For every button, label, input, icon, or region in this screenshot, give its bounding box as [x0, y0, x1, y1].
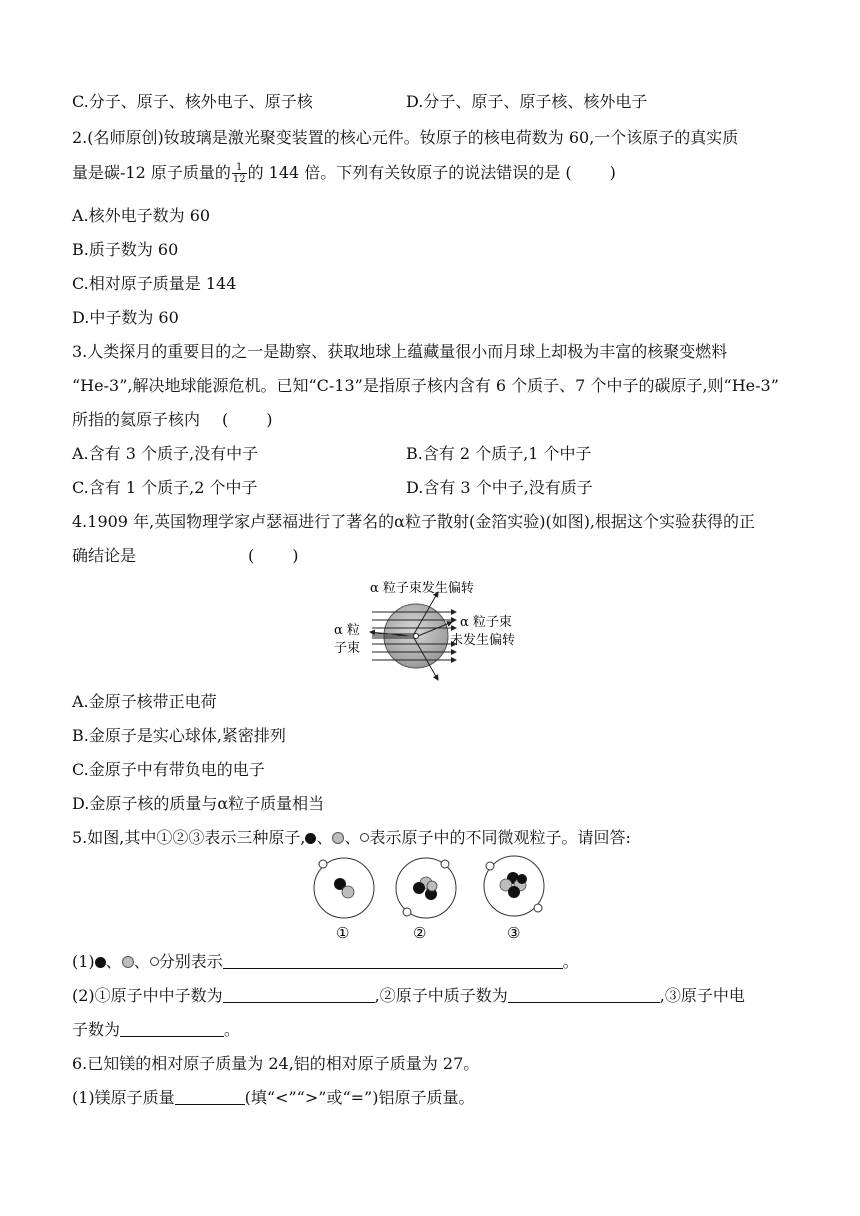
q2-paren-close: ) [609, 163, 616, 182]
q3-paren-open: ( [222, 410, 229, 429]
q4-paren-open: ( [248, 546, 255, 565]
q2-stem-line2-b: 的 144 倍。下列有关钕原子的说法错误的是 ( [247, 163, 572, 182]
fig-label-beam-1: α 粒 [334, 623, 360, 638]
three-atoms-figure [300, 852, 560, 946]
black-particle-icon [305, 833, 316, 844]
q5-part2-line1 [72, 986, 745, 1006]
q5-part1 [72, 952, 579, 972]
q3-option-d: D.含有 3 个中子,没有质子 [406, 478, 593, 497]
atom-label-1: ① [336, 924, 350, 942]
q3-stem-line3 [72, 410, 273, 430]
q2-option-b: B.质子数为 60 [72, 240, 179, 259]
q5-part1-b: 分别表示 [158, 952, 223, 971]
q5-stem-b: 表示原子中的不同微观粒子。请回答: [369, 828, 631, 847]
q5-part1-answer-blank[interactable] [223, 953, 563, 969]
atom-label-2: ② [413, 924, 427, 942]
q6-stem: 6.已知镁的相对原子质量为 24,铝的相对原子质量为 27。 [72, 1054, 480, 1073]
q5-electron-blank[interactable] [120, 1021, 224, 1037]
q2-stem-line2 [72, 162, 616, 185]
q6-compare-blank[interactable] [175, 1089, 245, 1105]
one-twelfth-fraction [232, 162, 247, 185]
q5-part2-d: 子数为 [72, 1020, 121, 1039]
black-particle-icon [95, 957, 106, 968]
fig-label-deflected: α 粒子束发生偏转 [370, 581, 474, 596]
fraction-denominator: 12 [232, 174, 246, 185]
q5-part2-c: ,③原子中电 [659, 986, 745, 1005]
fraction-numerator: 1 [232, 162, 247, 174]
q5-part2-line2 [72, 1020, 240, 1040]
q5-proton-blank[interactable] [508, 987, 660, 1003]
atom-label-3: ③ [507, 924, 521, 942]
q5-part1-a: (1) [72, 952, 95, 971]
q3-stem-line2: “He-3”,解决地球能源危机。已知“C-13”是指原子核内含有 6 个质子、7 个中子的碳原子,则“He-3” [72, 376, 779, 395]
atom-1 [314, 858, 374, 918]
q1-option-c: C.分子、原子、核外电子、原子核 [72, 92, 313, 111]
q5-neutron-blank[interactable] [223, 987, 375, 1003]
q6-part1 [72, 1088, 474, 1108]
q6-part1-b: (填“<”“>”或“=”)铝原子质量。 [244, 1088, 475, 1107]
q2-stem-line1: 2.(名师原创)钕玻璃是激光聚变装置的核心元件。钕原子的核电荷数为 60,一个该原子的真实质 [72, 128, 739, 147]
fig-label-beam-2: 子束 [334, 641, 361, 656]
q3-option-a: A.含有 3 个质子,没有中子 [72, 444, 259, 463]
q5-part2-b: ,②原子中质子数为 [374, 986, 508, 1005]
q3-paren-close: ) [266, 410, 273, 429]
fig-label-undeflected-2: 未发生偏转 [450, 633, 516, 648]
q6-part1-a: (1)镁原子质量 [72, 1088, 175, 1107]
alpha-scattering-figure [330, 574, 540, 686]
q4-stem-line1: 4.1909 年,英国物理学家卢瑟福进行了著名的α粒子散射(金箔实验)(如图),根据这个实验获得的正 [72, 512, 756, 531]
q5-sep1: 、 [316, 828, 333, 847]
q4-stem-line2-text: 确结论是 [72, 546, 137, 565]
q3-stem-line1: 3.人类探月的重要目的之一是勘察、获取地球上蕴藏量很小而月球上却极为丰富的核聚变燃料 [72, 342, 728, 361]
q4-stem-line2 [72, 546, 299, 566]
q2-stem-line2-a: 量是碳-12 原子质量的 [72, 163, 231, 182]
q3-stem-line3-text: 所指的氦原子核内 [72, 410, 201, 429]
q5-stem [72, 828, 631, 848]
q1-option-d: D.分子、原子、原子核、核外电子 [406, 92, 648, 111]
q5-sep1: 、 [105, 952, 122, 971]
q2-option-d: D.中子数为 60 [72, 308, 179, 327]
atom-2 [396, 858, 456, 918]
atom-3 [484, 856, 544, 916]
q4-option-b: B.金原子是实心球体,紧密排列 [72, 726, 286, 745]
gray-particle-icon [122, 956, 134, 968]
q5-sep2: 、 [133, 952, 150, 971]
q3-option-c: C.含有 1 个质子,2 个中子 [72, 478, 258, 497]
q4-option-a: A.金原子核带正电荷 [72, 692, 217, 711]
q3-option-b: B.含有 2 个质子,1 个中子 [406, 444, 592, 463]
q5-part2-end: 。 [224, 1020, 241, 1039]
q5-stem-a: 5.如图,其中①②③表示三种原子, [72, 828, 306, 847]
gold-nucleus [414, 634, 419, 639]
q4-option-c: C.金原子中有带负电的电子 [72, 760, 265, 779]
q5-part2-a: (2)①原子中中子数为 [72, 986, 223, 1005]
q2-option-a: A.核外电子数为 60 [72, 206, 211, 225]
gray-particle-icon [332, 832, 344, 844]
q4-paren-close: ) [292, 546, 299, 565]
q2-option-c: C.相对原子质量是 144 [72, 274, 237, 293]
fig-label-undeflected-1: α 粒子束 [460, 615, 512, 630]
q5-sep2: 、 [344, 828, 361, 847]
white-particle-icon [150, 957, 159, 966]
q5-part1-end: 。 [562, 952, 579, 971]
q4-option-d: D.金原子核的质量与α粒子质量相当 [72, 794, 325, 813]
